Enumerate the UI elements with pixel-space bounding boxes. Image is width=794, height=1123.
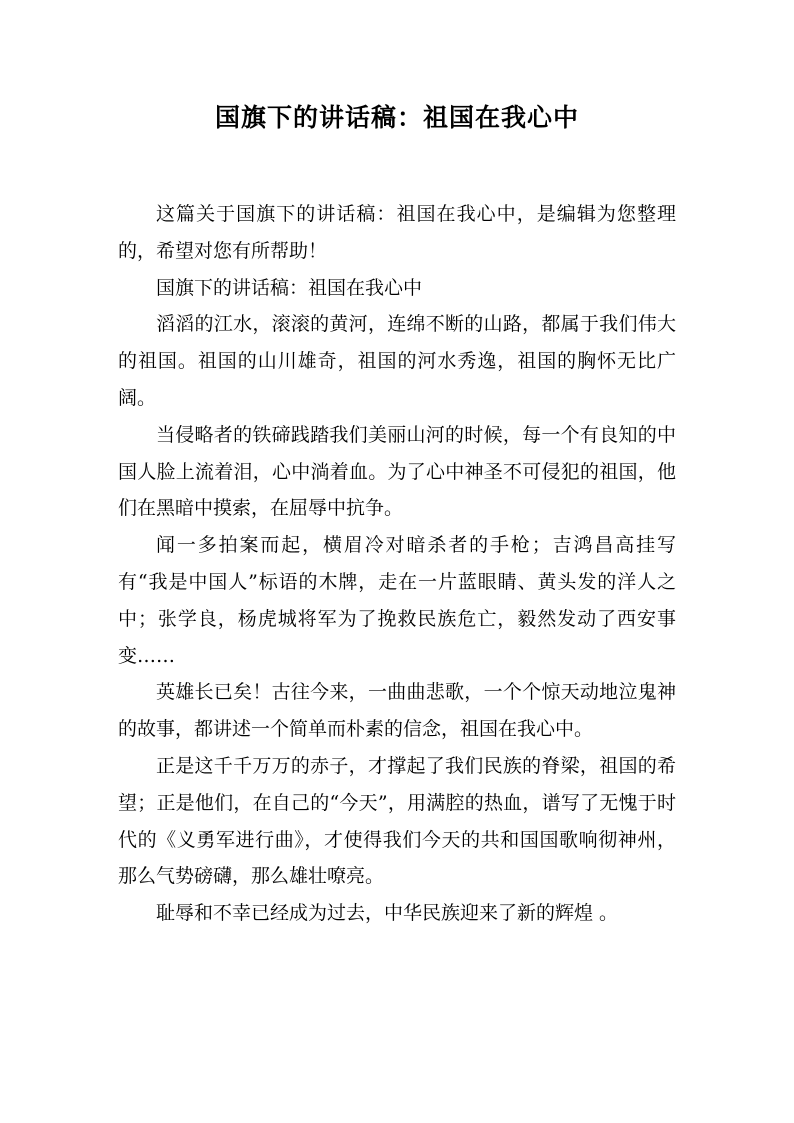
document-body [118, 196, 676, 932]
paragraph: 英雄长已矣！古往今来，一曲曲悲歌，一个个惊天动地泣鬼神的故事，都讲述一个简单而朴素的信念，祖国在我心中。 [118, 681, 676, 741]
paragraph: 耻辱和不幸已经成为过去，中华民族迎来了新的辉煌 。 [156, 902, 619, 925]
paragraph: 当侵略者的铁碲践踏我们美丽山河的时候，每一个有良知的中国人脸上流着泪，心中淌着血。为了心中神圣不可侵犯的祖国，他们在黑暗中摸索，在屈辱中抗争。 [118, 423, 676, 520]
paragraph-subtitle: 国旗下的讲话稿：祖国在我心中 [156, 276, 423, 299]
paragraph: 正是这千千万万的赤子，才撑起了我们民族的脊梁，祖国的希望；正是他们，在自己的“今天”，用满腔的热血，谱写了无愧于时代的《义勇军进行曲》，才使得我们今天的共和国国歌响彻神州，那么气势磅礴，那么雄壮嘹亮。 [118, 754, 676, 888]
paragraph-intro: 这篇关于国旗下的讲话稿：祖国在我心中，是编辑为您整理的，希望对您有所帮助！ [118, 203, 676, 262]
paragraph: 闻一多拍案而起，横眉冷对暗杀者的手枪；吉鸿昌高挂写有“我是中国人”标语的木牌，走在一片蓝眼睛、黄头发的洋人之中；张学良，杨虎城将军为了挽救民族危亡，毅然发动了西安事变…… [118, 534, 676, 667]
document-title: 国旗下的讲话稿：祖国在我心中 [214, 103, 579, 132]
paragraph: 滔滔的江水，滚滚的黄河，连绵不断的山路，都属于我们伟大的祖国。祖国的山川雄奇，祖国的河水秀逸，祖国的胸怀无比广阔。 [118, 313, 676, 409]
